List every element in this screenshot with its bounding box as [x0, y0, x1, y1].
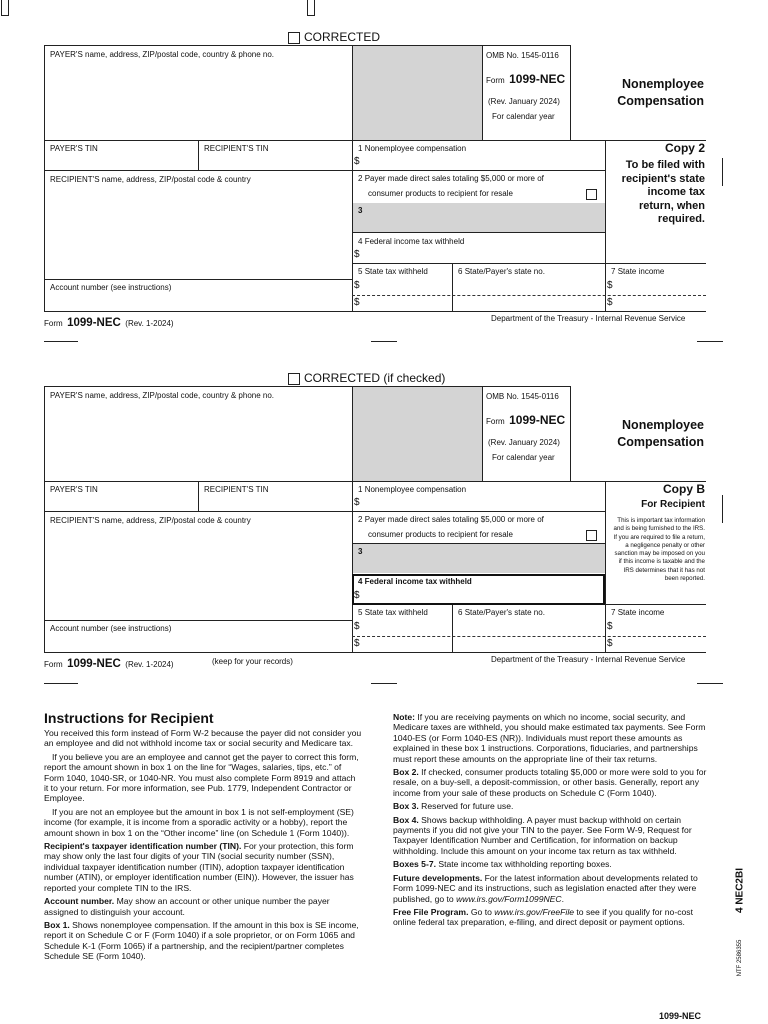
copyB-box5-dollar-2: $ [354, 638, 360, 649]
copyB-box1-label: 1 Nonemployee compensation [358, 485, 467, 494]
instructions-p2: If you believe you are an employee and cannot get the payer to correct this form, report the amount shown in box 1 on the line for “Wages, salaries, tips, etc.” of Form 1040, 1040-SR, or 1040-NR. You must also complete Form 8919 and attach it to your return. For more information, see Pub. 1779, Independent Contractor or Employee. [44, 751, 359, 804]
copyB-box7-label: 7 State income [611, 608, 665, 617]
side-code: 4 NEC2BI [734, 868, 746, 914]
copy2-box5-dollar-1: $ [354, 280, 360, 291]
copy2-account-label: Account number (see instructions) [50, 283, 172, 292]
copyB-box3-label: 3 [358, 547, 363, 556]
copyB-recipient-name: RECIPIENT'S name, address, ZIP/postal code & country [50, 516, 251, 525]
form1099nec-link[interactable]: www.irs.gov/Form1099NEC [456, 893, 562, 904]
copyB-copy-title: Copy B [663, 482, 705, 496]
copyB-box5-label: 5 State tax withheld [358, 608, 428, 617]
cut-mark [44, 341, 78, 342]
instructions-p6: Box 1. Shows nonemployee compensation. If the amount in this box is SE income, report it on Schedule C or F (Form 1040) if a sole proprietor, or on Form 1065 and Schedule K-1 (Form 1065) if a partnership, and the recipient/partner completes Schedule SE (Form 1040). [44, 919, 359, 962]
instructions-right-column [393, 712, 711, 931]
copy2-footer-form: Form 1099-NEC (Rev. 1-2024) [44, 317, 174, 329]
copy2-box2-checkbox[interactable] [586, 189, 597, 200]
copyB-box2-checkbox[interactable] [586, 530, 597, 541]
corner-mark-right [307, 0, 315, 16]
freefile-link[interactable]: www.irs.gov/FreeFile [494, 906, 575, 917]
copy2-box5-label: 5 State tax withheld [358, 267, 428, 276]
instructions-freefile: Free File Program. Go to www.irs.gov/FreeFile to see if you qualify for no-cost online federal tax preparation, e-filing, and direct deposit or payment options. [393, 906, 693, 928]
side-rule [722, 495, 723, 523]
copyB-footer-dept: Department of the Treasury - Internal Revenue Service [491, 655, 686, 664]
copy2-revision: (Rev. January 2024) [488, 97, 560, 106]
copy2-corrected-checkbox[interactable] [288, 32, 300, 44]
copy2-box3-field [353, 203, 605, 232]
copy2-corrected-label: CORRECTED [304, 30, 381, 44]
copyB-box7-dollar-1: $ [607, 621, 613, 632]
copyB-corrected-label: CORRECTED (if checked) [304, 371, 446, 385]
copyB-account-label: Account number (see instructions) [50, 624, 172, 633]
instructions-note: Note: If you are receiving payments on which no income, social security, and Medicare taxes are withheld, you should make estimated tax payments. See Form 1040-ES (or Form 1040-ES (NR)). Individuals must report these amounts as explained in these box 1 instructions. Corporations, fiduciaries, and partnerships must report these amounts on the appropriate line of their tax returns. [393, 712, 706, 764]
copy2-payer-tin: PAYER'S TIN [50, 144, 98, 153]
copyB-copy-text: This is important tax information and is being furnished to the IRS. If you are required to file a return, a negligence penalty or other sanction may be imposed on you if this income is taxable and the IRS determines that it has not been reported. [613, 517, 705, 583]
cut-mark [371, 341, 397, 342]
copy2-box4-label: 4 Federal income tax withheld [358, 237, 465, 246]
instructions-footer-form: 1099-NEC [659, 1011, 702, 1021]
copyB-calendar-year: For calendar year [492, 453, 555, 462]
instructions-p1: You received this form instead of Form W-2 because the payer did not consider you an employee and did not withhold income tax or social security and Medicare tax. [44, 728, 362, 749]
instructions-left-column [44, 728, 362, 965]
copy2-calendar-year: For calendar year [492, 112, 555, 121]
instructions-boxes5-7: Boxes 5-7. State income tax withholding reporting boxes. [393, 859, 612, 870]
instructions-future: Future developments. For the latest information about developments related to Form 1099-NEC and its instructions, such as legislation enacted after they were published, go to www.irs.gov/Form1099NEC. [393, 872, 698, 904]
instructions-p4: Recipient's taxpayer identification number (TIN). For your protection, this form may show only the last four digits of your TIN (social security number (SSN), individual taxpayer identification number (ITIN), adoption taxpayer identification number (ATIN), or employer identification number (EIN)). However, the issuer has reported your complete TIN to the IRS. [44, 841, 354, 893]
copy2-box7-dollar-2: $ [607, 297, 613, 308]
copyB-box1-dollar: $ [354, 497, 360, 508]
copy2-copy-text: To be filed with recipient's state income tax return, when required. [621, 159, 705, 226]
instructions-box2: Box 2. If checked, consumer products totaling $5,000 or more were sold to you for resale, on a buy-sell, a deposit-commission, or other basis. Generally, report any income from your sale of these products on Schedule C (Form 1040). [393, 767, 707, 798]
copy2-title: Nonemployee Compensation [617, 77, 704, 108]
copy2-form-number: Form 1099-NEC [486, 72, 566, 86]
instructions-p3: If you are not an employee but the amount in box 1 is not self-employment (SE) income (for example, it is income from a sporadic activity or a hobby), report the amount shown in box 1 on the “Other income” line (on Schedule 1 (Form 1040)). [44, 806, 354, 838]
copy2-copy-title: Copy 2 [664, 141, 705, 155]
copy2-box3-label: 3 [358, 206, 363, 215]
copyB-payer-name-label: PAYER'S name, address, ZIP/postal code, country & phone no. [50, 391, 275, 400]
instructions-box4: Box 4. Shows backup withholding. A payer must backup withhold on certain payments if you did not give your TIN to the payer. See Form W-9, Request for Taxpayer Identification Number and Certification, for information on backup withholding. Include this amount on your income tax return as tax withheld. [393, 814, 692, 856]
instructions-heading: Instructions for Recipient [44, 710, 214, 726]
instructions-box3: Box 3. Reserved for future use. [393, 801, 514, 812]
side-ntf: NTF 2586355 [737, 939, 743, 977]
cut-mark [697, 683, 723, 684]
copy2-box1-dollar: $ [354, 156, 360, 167]
copyB-box4-dollar: $ [354, 590, 360, 601]
copyB-footer-keep: (keep for your records) [212, 657, 293, 666]
copyB-recipient-tin: RECIPIENT'S TIN [204, 485, 269, 494]
copy2-recipient-name: RECIPIENT'S name, address, ZIP/postal code & country [50, 175, 251, 184]
copy2-recipient-tin: RECIPIENT'S TIN [204, 144, 269, 153]
copyB-copy-sub: For Recipient [641, 499, 705, 510]
copyB-corrected-checkbox[interactable] [288, 373, 300, 385]
copyB-box2-label: 2 Payer made direct sales totaling $5,000 or more of consumer products to recipient for resale [358, 515, 544, 539]
cut-mark [371, 683, 397, 684]
copy2-box5-dollar-2: $ [354, 297, 360, 308]
copy2-box2-label: 2 Payer made direct sales totaling $5,000 or more of consumer products to recipient for resale [358, 174, 544, 198]
instructions-p5: Account number. May show an account or other unique number the payer assigned to distinguish your account. [44, 896, 330, 917]
copyB-box5-dollar-1: $ [354, 621, 360, 632]
copy2-box7-dollar-1: $ [607, 280, 613, 291]
copyB-revision: (Rev. January 2024) [488, 438, 560, 447]
copyB-box6-label: 6 State/Payer's state no. [458, 608, 545, 617]
corner-mark-left [1, 0, 9, 16]
side-rule [722, 158, 723, 186]
copyB-payer-tin: PAYER'S TIN [50, 485, 98, 494]
copy2-box7-label: 7 State income [611, 267, 665, 276]
copyB-form-number: Form 1099-NEC [486, 413, 566, 427]
copy2-box4-dollar: $ [354, 249, 360, 260]
copyB-footer-form: Form 1099-NEC (Rev. 1-2024) [44, 658, 174, 670]
copy2-box6-label: 6 State/Payer's state no. [458, 267, 545, 276]
cut-mark [44, 683, 78, 684]
copyB-box3-field [353, 543, 605, 573]
copyB-title: Nonemployee Compensation [617, 418, 704, 449]
copyB-box7-dollar-2: $ [607, 638, 613, 649]
copyB-omb: OMB No. 1545-0116 [486, 392, 559, 401]
copyB-gray-area [353, 387, 482, 481]
cut-mark [697, 341, 723, 342]
copy2-footer-dept: Department of the Treasury - Internal Revenue Service [491, 314, 686, 323]
copy2-box1-label: 1 Nonemployee compensation [358, 144, 467, 153]
copyB-box4-label: 4 Federal income tax withheld [358, 577, 472, 586]
copy2-payer-name-label: PAYER'S name, address, ZIP/postal code, country & phone no. [50, 50, 275, 59]
copy2-gray-area [353, 46, 482, 140]
copy2-omb: OMB No. 1545-0116 [486, 51, 559, 60]
